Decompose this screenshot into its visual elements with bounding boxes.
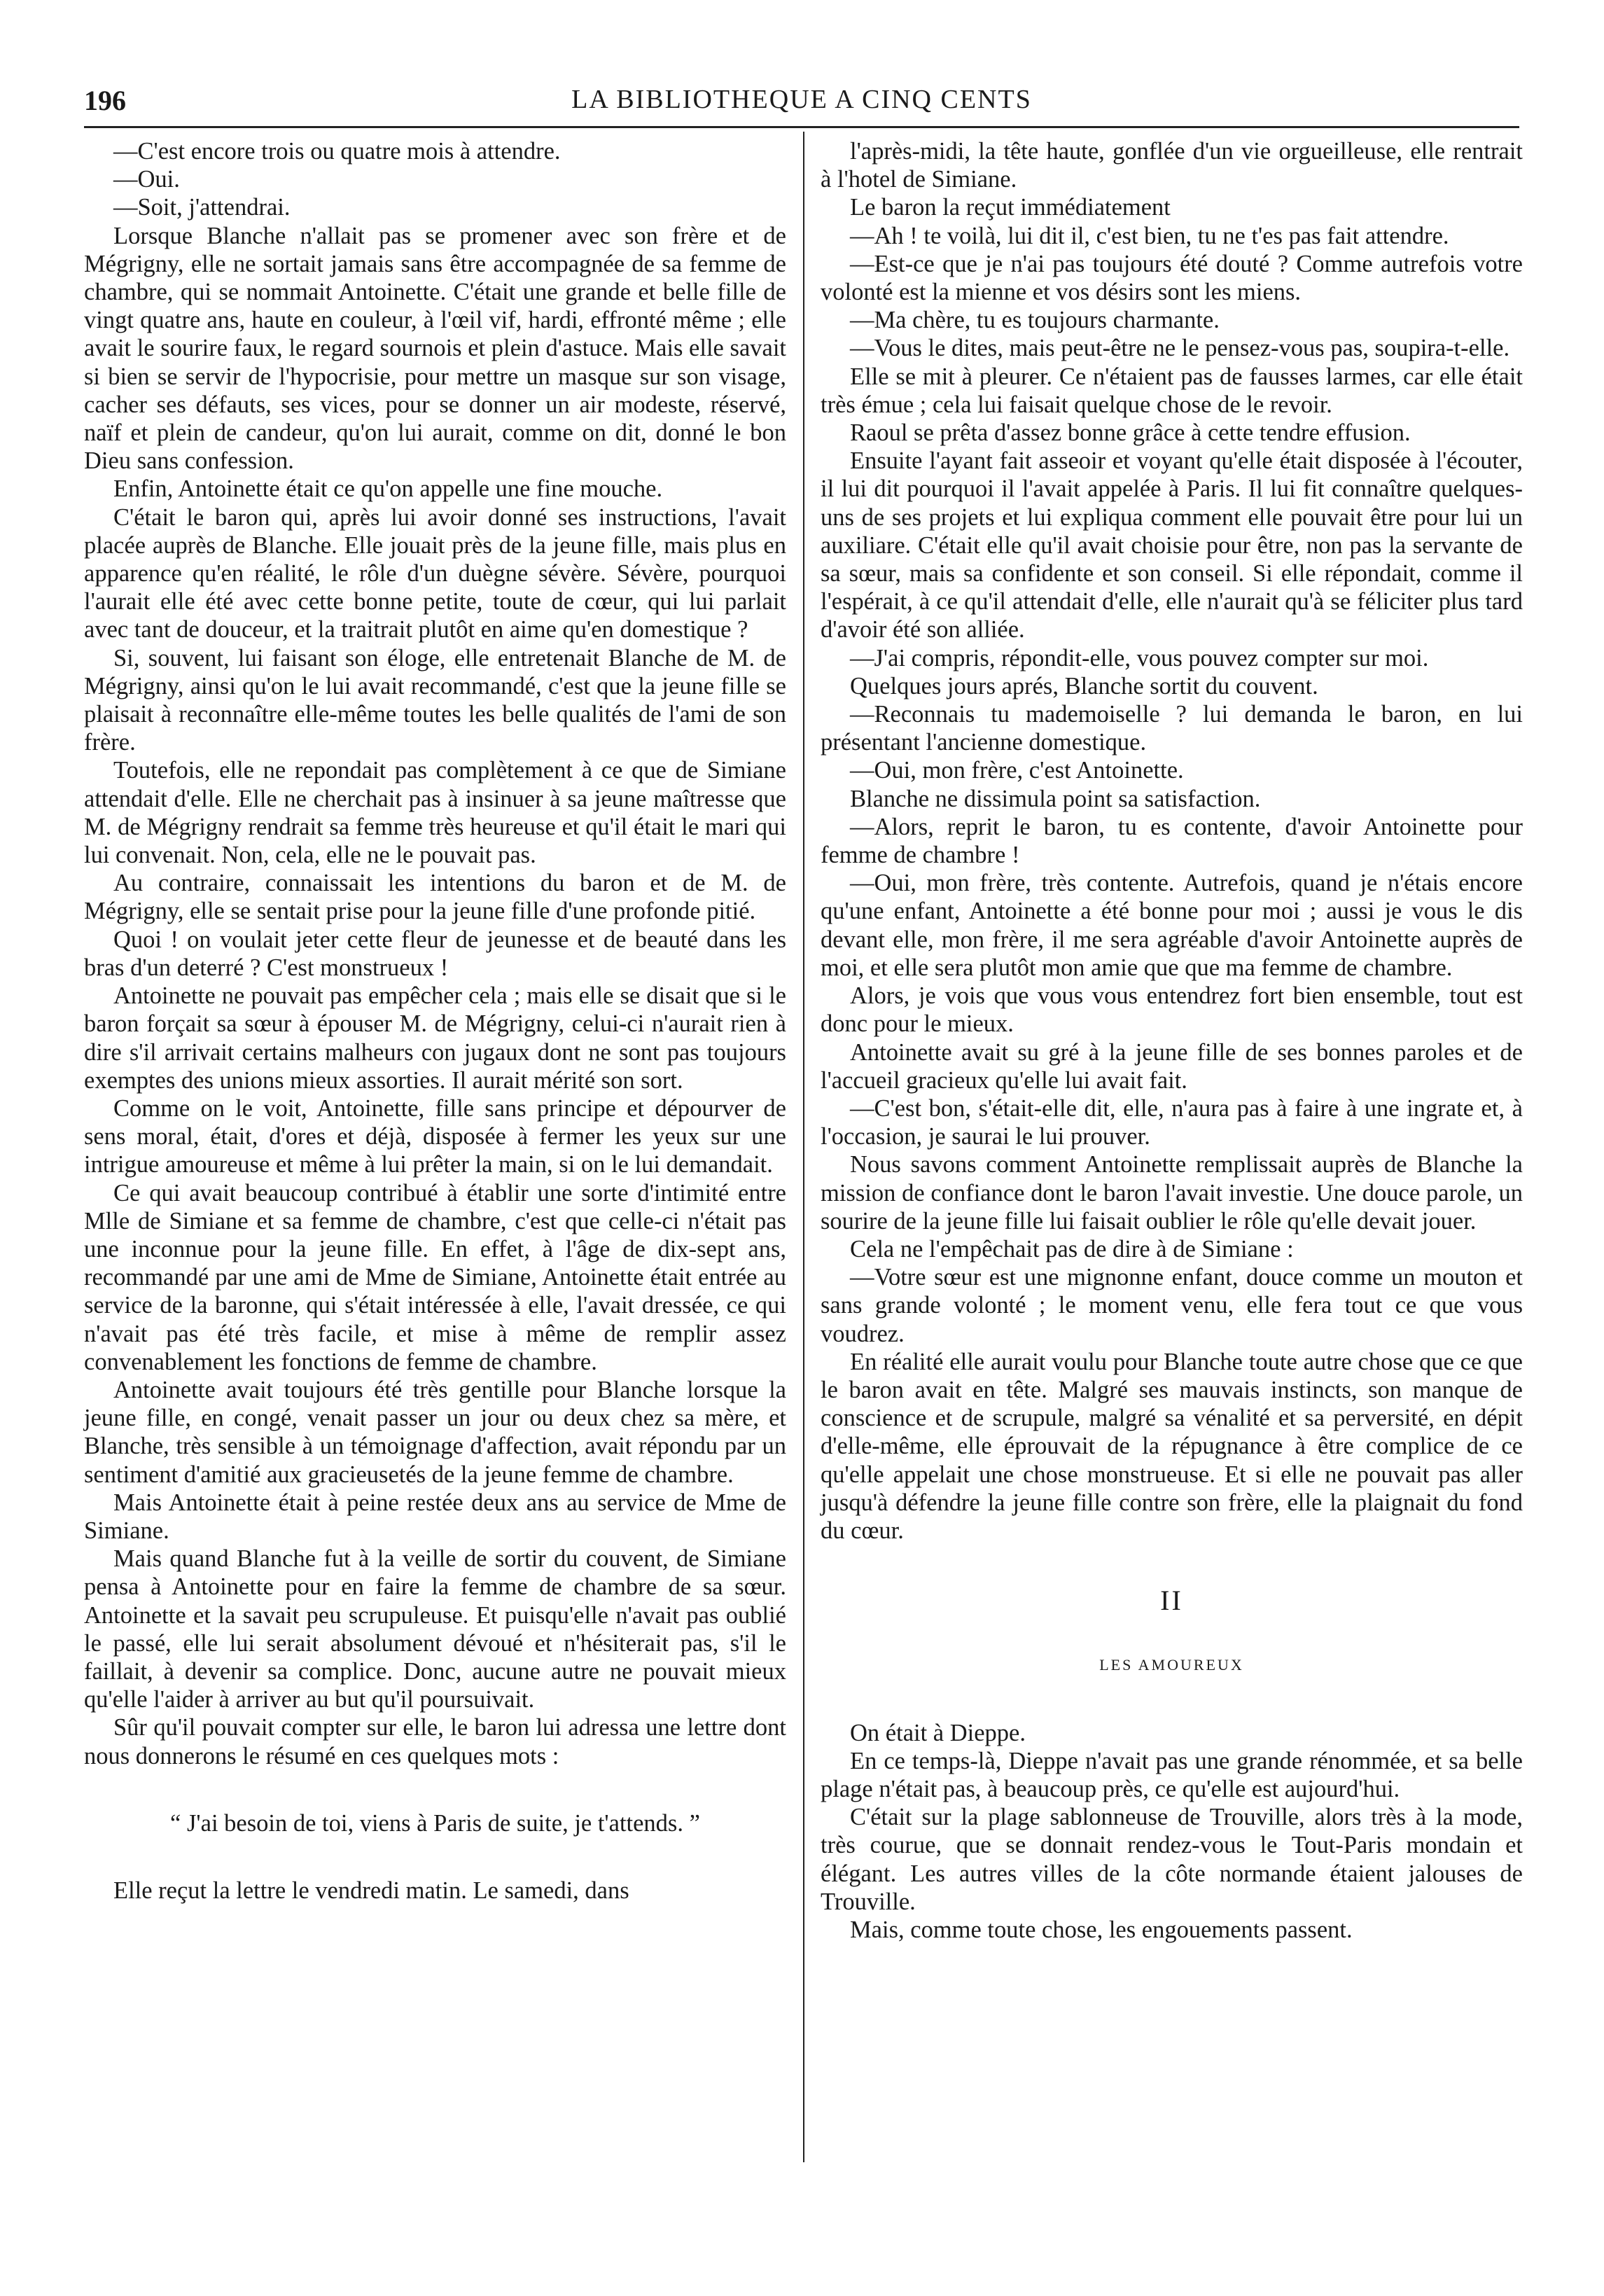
paragraph: Antoinette avait toujours été très gentille pour Blanche lorsque la jeune fille, en congé, venait passer un jour ou deux chez sa mère, et Blanche, très sensible à un témoignage d'affection, avait répondu par un sentiment d'amitié aux gracieusetés de la jeune femme de chambre. [84,1376,786,1488]
paragraph: Cela ne l'empêchait pas de dire à de Simiane : [850,1235,1294,1262]
paragraph: Blanche ne dissimula point sa satisfaction. [850,785,1261,812]
paragraph: C'était le baron qui, après lui avoir donné ses instructions, l'avait placée auprès de Blanche. Elle jouait près de la jeune fille, mais plus en apparence qu'en réalité, le rôle d'un duègne sévère. Sévère, pourquoi l'aurait elle été avec cette bonne petite, toute de cœur, qui lui parlait avec tant de douceur, et la traitrait plutôt en aime qu'en domestique ? [84,503,786,643]
paragraph: Quoi ! on voulait jeter cette fleur de jeunesse et de beauté dans les bras d'un deterré ? C'est monstrueux ! [84,926,786,981]
paragraph: —C'est bon, s'était-elle dit, elle, n'aura pas à faire à une ingrate et, à l'occasion, je saurai le lui prouver. [821,1094,1523,1150]
paragraph: —Est-ce que je n'ai pas toujours été douté ? Comme autrefois votre volonté est la mienne et vos désirs sont les miens. [821,250,1523,306]
paragraph: Elle reçut la lettre le vendredi matin. Le samedi, dans [113,1877,629,1904]
paragraph: l'après-midi, la tête haute, gonflée d'un vie orgueilleuse, elle rentrait à l'hotel de Simiane. [821,138,1523,193]
paragraph: —J'ai compris, répondit-elle, vous pouvez compter sur moi. [850,644,1429,672]
paragraph: Enfin, Antoinette était ce qu'on appelle une fine mouche. [113,475,663,503]
header-rule [84,126,1519,128]
paragraph: Lorsque Blanche n'allait pas se promener avec son frère et de Mégrigny, elle ne sortait jamais sans être accompagnée de sa femme de chambre, qui se nommait Antoinette. C'était une grande et belle fille de vingt quatre ans, haute en couleur, à l'œil vif, hardi, effronté même ; elle avait le sourire faux, le regard sournois et plein d'astuce. Mais elle savait si bien se servir de l'hypocrisie, pour mettre un masque sur son visage, cacher ses défauts, ses vices, pour se donner un air modeste, réservé, naïf et plein de candeur, qu'on lui aurait, comme on dit, donné le bon Dieu sans confession. [84,222,786,475]
column-divider [803,132,804,2162]
paragraph: Antoinette avait su gré à la jeune fille de ses bonnes paroles et de l'accueil gracieux qu'elle lui avait fait. [821,1038,1523,1094]
left-column [84,137,786,1905]
paragraph: —Reconnais tu mademoiselle ? lui demanda le baron, en lui présentant l'ancienne domestique. [821,701,1523,756]
paragraph: —Oui, mon frère, c'est Antoinette. [850,757,1184,784]
paragraph: En ce temps-là, Dieppe n'avait pas une grande rénommée, et sa belle plage n'était pas, à beaucoup près, ce qu'elle est aujourd'hui. [821,1747,1523,1802]
right-paragraphs [821,137,1523,1545]
paragraph: Mais quand Blanche fut à la veille de sortir du couvent, de Simiane pensa à Antoinette pour en faire la femme de chambre de sa sœur. Antoinette et la savait peu scrupuleuse. Et puisqu'elle n'avait pas oublié le passé, elle lui serait absolument dévoué et n'hésiterait pas, s'il le faillait, à devenir sa complice. Donc, aucune autre ne pouvait mieux qu'elle l'aider à arriver au but qu'il poursuivait. [84,1545,786,1713]
paragraph: —Vous le dites, mais peut-être ne le pensez-vous pas, soupira-t-elle. [850,335,1510,362]
paragraph: Comme on le voit, Antoinette, fille sans principe et dépourver de sens moral, était, d'ores et déjà, disposée à fermer les yeux sur une intrigue amoureuse et même à lui prêter la main, si on le lui demandait. [84,1094,786,1178]
chapter-number: II [1160,1585,1183,1617]
page-number: 196 [84,85,126,116]
paragraph: —Ma chère, tu es toujours charmante. [850,307,1220,334]
left-paragraphs [84,137,786,1770]
paragraph: Mais, comme toute chose, les engouements passent. [850,1916,1353,1943]
paragraph: Mais Antoinette était à peine restée deux ans au service de Mme de Simiane. [84,1489,786,1544]
paragraph: Raoul se prêta d'assez bonne grâce à cette tendre effusion. [850,419,1411,447]
chapter-paragraphs [821,1719,1523,1944]
paragraph: —Ah ! te voilà, lui dit il, c'est bien, tu ne t'es pas fait attendre. [850,222,1449,249]
paragraph: Le baron la reçut immédiatement [850,194,1171,221]
right-column [821,137,1523,1944]
paragraph: Quelques jours aprés, Blanche sortit du couvent. [850,672,1318,700]
paragraph: Toutefois, elle ne repondait pas complètement à ce que de Simiane attendait d'elle. Elle ne cherchait pas à insinuer à sa jeune maîtresse que M. de Mégrigny rendrait sa femme très heureuse et qu'il était le mari qui lui convenait. Non, cela, elle ne le pouvait pas. [84,757,786,869]
paragraph: Au contraire, connaissait les intentions du baron et de M. de Mégrigny, elle se sentait prise pour la jeune fille d'une profonde pitié. [84,870,786,925]
paragraph: —C'est encore trois ou quatre mois à attendre. [113,138,561,165]
letter-quote: “ J'ai besoin de toi, viens à Paris de suite, je t'attends. ” [170,1809,700,1837]
chapter-title: LES AMOUREUX [1099,1656,1244,1674]
paragraph: Elle se mit à pleurer. Ce n'étaient pas de fausses larmes, car elle était très émue ; cela lui faisait quelque chose de le revoir. [821,363,1523,418]
paragraph: Ensuite l'ayant fait asseoir et voyant qu'elle était disposée à l'écouter, il lui dit pourquoi il l'avait appelée à Paris. Il lui fit connaître quelques-uns de ses projets et lui expliqua comment elle pouvait être pour lui un auxiliare. C'était elle qu'il avait choisie pour être, non pas la servante de sa sœur, mais sa confidente et son conseil. Si elle répondait, comme il l'espérait, à ce qu'il attendait d'elle, elle n'aurait qu'à se féliciter plus tard d'avoir été son alliée. [821,447,1523,643]
paragraph: —Alors, reprit le baron, tu es contente, d'avoir Antoinette pour femme de chambre ! [821,813,1523,869]
paragraph: C'était sur la plage sablonneuse de Trouville, alors très à la mode, très courue, que se donnait rendez-vous le Tout-Paris mondain et élégant. Les autres villes de la côte normande étaient jalouses de Trouville. [821,1804,1523,1915]
page-header [84,84,1519,126]
paragraph: —Oui, mon frère, très contente. Autrefois, quand je n'étais encore qu'une enfant, Antoinette a été bonne pour moi ; aussi je vous le dis devant elle, mon frère, il me sera agréable d'avoir Antoinette auprès de moi, et elle sera plutôt mon amie que que ma femme de chambre. [821,870,1523,981]
paragraph: —Soit, j'attendrai. [113,194,291,221]
running-title: LA BIBLIOTHEQUE A CINQ CENTS [571,85,1032,114]
paragraph: Ce qui avait beaucoup contribué à établir une sorte d'intimité entre Mlle de Simiane et sa femme de chambre, c'est que celle-ci n'était pas une inconnue pour la jeune fille. En effet, à l'âge de dix-sept ans, recommandé par une ami de Mme de Simiane, Antoinette était entrée au service de la baronne, qui s'était intéressée à elle, l'avait dressée, ce qui n'avait pas été très facile, et mise à même de remplir assez convenablement les fonctions de femme de chambre. [84,1179,786,1375]
paragraph: Alors, je vois que vous vous entendrez fort bien ensemble, tout est donc pour le mieux. [821,982,1523,1038]
paragraph: En réalité elle aurait voulu pour Blanche toute autre chose que ce que le baron avait en tête. Malgré ses mauvais instincts, son manque de conscience et de scrupule, malgré sa vénalité et sa perversité, en dépit d'elle-même, elle éprouvait de la répugnance à être complice de ce qu'elle appelait une chose monstrueuse. Et si elle ne pouvait pas aller jusqu'à défendre la jeune fille contre son frère, elle la plaignait du fond du cœur. [821,1348,1523,1544]
paragraph: Sûr qu'il pouvait compter sur elle, le baron lui adressa une lettre dont nous donnerons le résumé en ces quelques mots : [84,1714,786,1769]
paragraph: Si, souvent, lui faisant son éloge, elle entretenait Blanche de M. de Mégrigny, ainsi qu'on le lui avait recommandé, c'est que la jeune fille se plaisait à reconnaître elle-même toutes les belle qualités de l'ami de son frère. [84,644,786,756]
paragraph: Nous savons comment Antoinette remplissait auprès de Blanche la mission de confiance dont le baron l'avait investie. Une douce parole, un sourire de la jeune fille lui faisait oublier le rôle qu'elle devait jouer. [821,1151,1523,1234]
paragraph: Antoinette ne pouvait pas empêcher cela ; mais elle se disait que si le baron forçait sa sœur à épouser M. de Mégrigny, celui-ci n'aurait rien à dire s'il arrivait certains malheurs con jugaux dont ne sont pas toujours exemptes des unions mieux assorties. Il aurait mérité son sort. [84,982,786,1094]
paragraph: —Oui. [113,166,180,193]
paragraph: —Votre sœur est une mignonne enfant, douce comme un mouton et sans grande volonté ; le moment venu, elle fera tout ce que vous voudrez. [821,1264,1523,1347]
paragraph: On était à Dieppe. [850,1719,1026,1746]
